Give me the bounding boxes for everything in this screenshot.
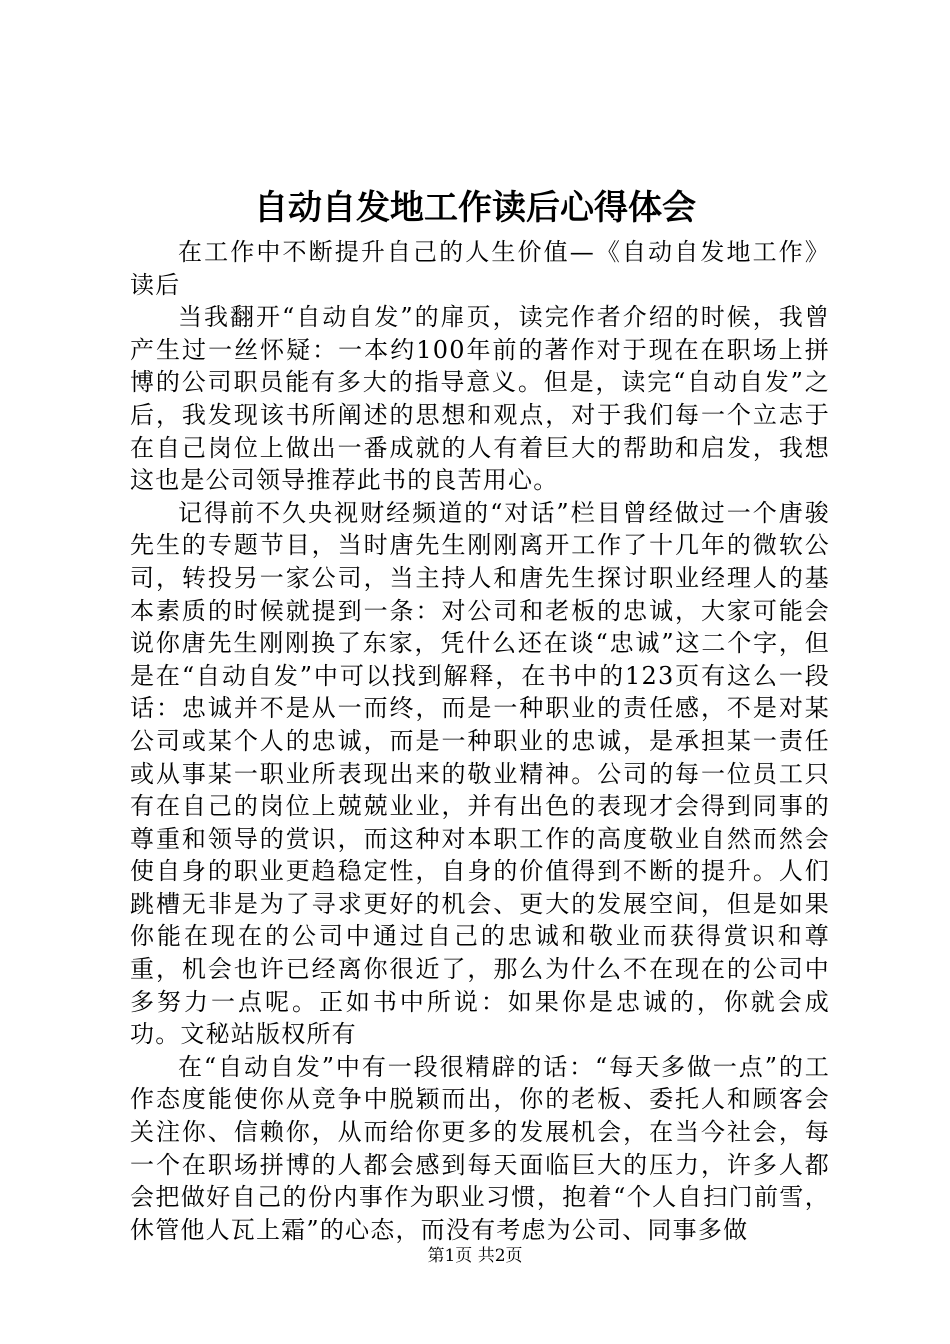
document-body (130, 236, 830, 1246)
page-footer (0, 1244, 950, 1268)
paragraph: 在“自动自发”中有一段很精辟的话：“每天多做一点”的工作态度能使你从竞争中脱颖而出，你的老板、委托人和顾客会关注你、信赖你，从而给你更多的发展机会，在当今社会，每一个在职场拼博的人都会感到每天面临巨大的压力，许多人都会把做好自己的份内事作为职业习惯，抱着“个人自扫门前雪，休管他人瓦上霜”的心态，而没有考虑为公司、同事多做 (130, 1052, 830, 1244)
page-title: 自动自发地工作读后心得体会 (254, 188, 696, 228)
paragraph-subtitle: 在工作中不断提升自己的人生价值—《自动自发地工作》读后 (130, 238, 830, 299)
paragraph: 记得前不久央视财经频道的“对话”栏目曾经做过一个唐骏先生的专题节目，当时唐先生刚刚离开工作了十几年的微软公司，转投另一家公司，当主持人和唐先生探讨职业经理人的基本素质的时候就提到一条：对公司和老板的忠诚，大家可能会说你唐先生刚刚换了东家，凭什么还在谈“忠诚”这二个字，但是在“自动自发”中可以找到解释，在书中的123页有这么一段话：忠诚并不是从一而终，而是一种职业的责任感，不是对某公司或某个人的忠诚，而是一种职业的忠诚，是承担某一责任或从事某一职业所表现出来的敬业精神。公司的每一位员工只有在自己的岗位上兢兢业业，并有出色的表现才会得到同事的尊重和领导的赏识，而这种对本职工作的高度敬业自然而然会使自身的职业更趋稳定性，自身的价值得到不断的提升。人们跳槽无非是为了寻求更好的机会、更大的发展空间，但是如果你能在现在的公司中通过自己的忠诚和敬业而获得赏识和尊重，机会也许已经离你很近了，那么为什么不在现在的公司中多努力一点呢。正如书中所说：如果你是忠诚的，你就会成功。文秘站版权所有 (130, 498, 830, 1049)
page-number: 第1页 共2页 (427, 1246, 523, 1266)
paragraph: 当我翻开“自动自发”的扉页，读完作者介绍的时候，我曾产生过一丝怀疑：一本约100年前的著作对于现在在职场上拼博的公司职员能有多大的指导意义。但是，读完“自动自发”之后，我发现该书所阐述的思想和观点，对于我们每一个立志于在自己岗位上做出一番成就的人有着巨大的帮助和启发，我想这也是公司领导推荐此书的良苦用心。 (130, 303, 830, 495)
